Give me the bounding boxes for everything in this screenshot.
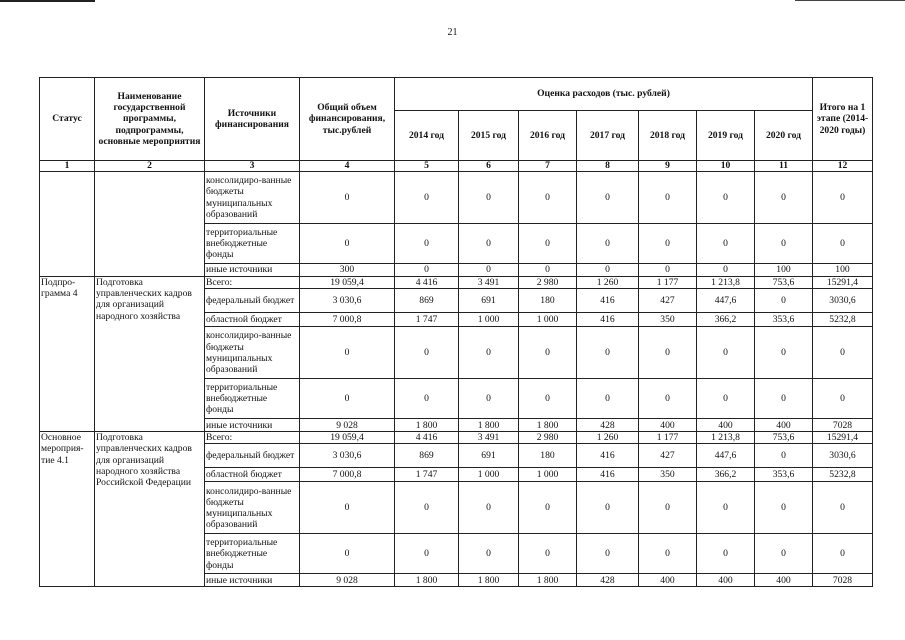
table-row bbox=[40, 432, 873, 444]
year-value-cell: 0 bbox=[697, 482, 755, 534]
year-value-cell: 0 bbox=[395, 379, 459, 419]
year-value-cell: 0 bbox=[755, 379, 813, 419]
column-number: 4 bbox=[300, 161, 395, 172]
funding-source-cell: территориальные внебюджетные фонды bbox=[205, 379, 300, 419]
year-value-cell: 0 bbox=[755, 172, 813, 224]
year-value-cell: 353,6 bbox=[755, 313, 813, 327]
total-cell: 0 bbox=[300, 327, 395, 379]
stage-total-cell: 0 bbox=[813, 379, 873, 419]
status-cell: Подпро-грамма 4 bbox=[40, 277, 95, 432]
scan-edge-line bbox=[795, 0, 905, 1]
financing-table bbox=[39, 77, 873, 587]
total-cell: 0 bbox=[300, 172, 395, 224]
column-number: 10 bbox=[697, 161, 755, 172]
funding-source-cell: территориальные внебюджетные фонды bbox=[205, 534, 300, 574]
funding-source-cell: иные источники bbox=[205, 574, 300, 587]
year-value-cell: 0 bbox=[639, 327, 697, 379]
header-year: 2016 год bbox=[519, 111, 577, 161]
year-value-cell: 400 bbox=[697, 419, 755, 432]
year-value-cell: 0 bbox=[577, 264, 639, 277]
year-value-cell: 0 bbox=[755, 482, 813, 534]
stage-total-cell: 3030,6 bbox=[813, 444, 873, 468]
column-number: 2 bbox=[95, 161, 205, 172]
column-number: 11 bbox=[755, 161, 813, 172]
column-number: 9 bbox=[639, 161, 697, 172]
funding-source-cell: Всего: bbox=[205, 277, 300, 289]
year-value-cell: 0 bbox=[697, 327, 755, 379]
funding-source-cell: областной бюджет bbox=[205, 468, 300, 482]
year-value-cell: 0 bbox=[395, 264, 459, 277]
year-value-cell: 447,6 bbox=[697, 289, 755, 313]
stage-total-cell: 0 bbox=[813, 482, 873, 534]
year-value-cell: 427 bbox=[639, 444, 697, 468]
header-estimate: Оценка расходов (тыс. рублей) bbox=[395, 78, 813, 111]
year-value-cell: 350 bbox=[639, 313, 697, 327]
year-value-cell: 428 bbox=[577, 419, 639, 432]
header-year: 2020 год bbox=[755, 111, 813, 161]
year-value-cell: 0 bbox=[577, 327, 639, 379]
year-value-cell: 2 980 bbox=[519, 432, 577, 444]
funding-source-cell: иные источники bbox=[205, 419, 300, 432]
funding-source-cell: иные источники bbox=[205, 264, 300, 277]
program-name-cell: Подготовка управленческих кадров для организаций народного хозяйства Российской Федерации bbox=[95, 432, 205, 587]
program-name-cell: Подготовка управленческих кадров для организаций народного хозяйства bbox=[95, 277, 205, 432]
stage-total-cell: 15291,4 bbox=[813, 432, 873, 444]
year-value-cell: 0 bbox=[519, 327, 577, 379]
year-value-cell: 1 800 bbox=[395, 574, 459, 587]
year-value-cell: 0 bbox=[519, 224, 577, 264]
year-value-cell: 3 491 bbox=[459, 277, 519, 289]
year-value-cell: 3 491 bbox=[459, 432, 519, 444]
year-value-cell: 353,6 bbox=[755, 468, 813, 482]
table-header bbox=[40, 78, 873, 172]
year-value-cell: 400 bbox=[639, 419, 697, 432]
year-value-cell: 0 bbox=[639, 534, 697, 574]
header-year: 2017 год bbox=[577, 111, 639, 161]
year-value-cell: 2 980 bbox=[519, 277, 577, 289]
year-value-cell: 1 260 bbox=[577, 432, 639, 444]
year-value-cell: 0 bbox=[459, 264, 519, 277]
funding-source-cell: федеральный бюджет bbox=[205, 289, 300, 313]
year-value-cell: 1 260 bbox=[577, 277, 639, 289]
status-cell bbox=[40, 172, 95, 277]
header-year: 2018 год bbox=[639, 111, 697, 161]
year-value-cell: 0 bbox=[519, 482, 577, 534]
stage-total-cell: 5232,8 bbox=[813, 313, 873, 327]
year-value-cell: 180 bbox=[519, 444, 577, 468]
year-value-cell: 447,6 bbox=[697, 444, 755, 468]
year-value-cell: 4 416 bbox=[395, 277, 459, 289]
year-value-cell: 0 bbox=[639, 224, 697, 264]
table-row bbox=[40, 277, 873, 289]
year-value-cell: 0 bbox=[519, 534, 577, 574]
stage-total-cell: 5232,8 bbox=[813, 468, 873, 482]
header-status: Статус bbox=[40, 78, 95, 161]
column-number: 3 bbox=[205, 161, 300, 172]
year-value-cell: 0 bbox=[459, 534, 519, 574]
year-value-cell: 1 747 bbox=[395, 468, 459, 482]
year-value-cell: 0 bbox=[395, 172, 459, 224]
year-value-cell: 366,2 bbox=[697, 313, 755, 327]
year-value-cell: 1 213,8 bbox=[697, 432, 755, 444]
year-value-cell: 0 bbox=[697, 534, 755, 574]
header-total: Общий объем финансирования, тыс.рублей bbox=[300, 78, 395, 161]
total-cell: 0 bbox=[300, 482, 395, 534]
year-value-cell: 1 747 bbox=[395, 313, 459, 327]
year-value-cell: 4 416 bbox=[395, 432, 459, 444]
year-value-cell: 0 bbox=[577, 224, 639, 264]
year-value-cell: 1 000 bbox=[519, 313, 577, 327]
year-value-cell: 428 bbox=[577, 574, 639, 587]
column-number: 6 bbox=[459, 161, 519, 172]
year-value-cell: 0 bbox=[697, 379, 755, 419]
year-value-cell: 0 bbox=[577, 482, 639, 534]
total-cell: 9 028 bbox=[300, 574, 395, 587]
header-sources: Источники финансирования bbox=[205, 78, 300, 161]
header-year: 2015 год bbox=[459, 111, 519, 161]
year-value-cell: 0 bbox=[519, 172, 577, 224]
year-value-cell: 1 800 bbox=[519, 574, 577, 587]
funding-source-cell: областной бюджет bbox=[205, 313, 300, 327]
funding-source-cell: Всего: bbox=[205, 432, 300, 444]
stage-total-cell: 0 bbox=[813, 224, 873, 264]
page-number: 21 bbox=[447, 27, 458, 38]
year-value-cell: 0 bbox=[697, 172, 755, 224]
year-value-cell: 0 bbox=[577, 172, 639, 224]
funding-source-cell: консолидиро-ванные бюджеты муниципальных образований bbox=[205, 327, 300, 379]
year-value-cell: 180 bbox=[519, 289, 577, 313]
column-number: 5 bbox=[395, 161, 459, 172]
funding-source-cell: консолидиро-ванные бюджеты муниципальных образований bbox=[205, 482, 300, 534]
program-name-cell bbox=[95, 172, 205, 277]
year-value-cell: 366,2 bbox=[697, 468, 755, 482]
year-value-cell: 0 bbox=[639, 482, 697, 534]
total-cell: 3 030,6 bbox=[300, 444, 395, 468]
stage-total-cell: 15291,4 bbox=[813, 277, 873, 289]
year-value-cell: 0 bbox=[459, 172, 519, 224]
year-value-cell: 0 bbox=[697, 264, 755, 277]
year-value-cell: 0 bbox=[459, 327, 519, 379]
year-value-cell: 1 800 bbox=[395, 419, 459, 432]
year-value-cell: 1 213,8 bbox=[697, 277, 755, 289]
year-value-cell: 350 bbox=[639, 468, 697, 482]
year-value-cell: 0 bbox=[577, 379, 639, 419]
year-value-cell: 400 bbox=[755, 419, 813, 432]
header-stage: Итого на 1 этапе (2014-2020 годы) bbox=[813, 78, 873, 161]
year-value-cell: 753,6 bbox=[755, 432, 813, 444]
year-value-cell: 1 800 bbox=[459, 574, 519, 587]
header-name: Наименование государственной программы, подпрограммы, основные мероприятия bbox=[95, 78, 205, 161]
year-value-cell: 400 bbox=[697, 574, 755, 587]
year-value-cell: 416 bbox=[577, 313, 639, 327]
total-cell: 19 059,4 bbox=[300, 277, 395, 289]
year-value-cell: 0 bbox=[519, 264, 577, 277]
year-value-cell: 869 bbox=[395, 289, 459, 313]
year-value-cell: 1 000 bbox=[459, 313, 519, 327]
total-cell: 7 000,8 bbox=[300, 313, 395, 327]
table-body bbox=[40, 172, 873, 587]
header-year: 2019 год bbox=[697, 111, 755, 161]
year-value-cell: 1 177 bbox=[639, 432, 697, 444]
column-numbers-row bbox=[40, 161, 873, 172]
year-value-cell: 427 bbox=[639, 289, 697, 313]
year-value-cell: 0 bbox=[395, 224, 459, 264]
total-cell: 19 059,4 bbox=[300, 432, 395, 444]
year-value-cell: 1 177 bbox=[639, 277, 697, 289]
funding-source-cell: консолидиро-ванные бюджеты муниципальных образований bbox=[205, 172, 300, 224]
year-value-cell: 1 000 bbox=[459, 468, 519, 482]
year-value-cell: 0 bbox=[755, 289, 813, 313]
total-cell: 3 030,6 bbox=[300, 289, 395, 313]
year-value-cell: 400 bbox=[639, 574, 697, 587]
column-number: 1 bbox=[40, 161, 95, 172]
year-value-cell: 1 800 bbox=[519, 419, 577, 432]
year-value-cell: 0 bbox=[459, 482, 519, 534]
year-value-cell: 0 bbox=[697, 224, 755, 264]
year-value-cell: 869 bbox=[395, 444, 459, 468]
table-row bbox=[40, 172, 873, 224]
year-value-cell: 1 800 bbox=[459, 419, 519, 432]
column-number: 8 bbox=[577, 161, 639, 172]
total-cell: 7 000,8 bbox=[300, 468, 395, 482]
stage-total-cell: 7028 bbox=[813, 419, 873, 432]
year-value-cell: 400 bbox=[755, 574, 813, 587]
year-value-cell: 0 bbox=[755, 327, 813, 379]
funding-source-cell: территориальные внебюджетные фонды bbox=[205, 224, 300, 264]
year-value-cell: 416 bbox=[577, 444, 639, 468]
year-value-cell: 0 bbox=[577, 534, 639, 574]
column-number: 12 bbox=[813, 161, 873, 172]
year-value-cell: 0 bbox=[519, 379, 577, 419]
total-cell: 300 bbox=[300, 264, 395, 277]
year-value-cell: 0 bbox=[639, 379, 697, 419]
year-value-cell: 0 bbox=[639, 264, 697, 277]
year-value-cell: 0 bbox=[755, 224, 813, 264]
year-value-cell: 0 bbox=[395, 482, 459, 534]
scan-edge-line bbox=[0, 0, 95, 2]
funding-source-cell: федеральный бюджет bbox=[205, 444, 300, 468]
year-value-cell: 0 bbox=[755, 444, 813, 468]
total-cell: 0 bbox=[300, 379, 395, 419]
stage-total-cell: 0 bbox=[813, 172, 873, 224]
year-value-cell: 0 bbox=[459, 224, 519, 264]
status-cell: Основное мероприя-тие 4.1 bbox=[40, 432, 95, 587]
total-cell: 9 028 bbox=[300, 419, 395, 432]
year-value-cell: 416 bbox=[577, 468, 639, 482]
stage-total-cell: 100 bbox=[813, 264, 873, 277]
year-value-cell: 416 bbox=[577, 289, 639, 313]
total-cell: 0 bbox=[300, 534, 395, 574]
header-year: 2014 год bbox=[395, 111, 459, 161]
column-number: 7 bbox=[519, 161, 577, 172]
year-value-cell: 1 000 bbox=[519, 468, 577, 482]
year-value-cell: 0 bbox=[395, 534, 459, 574]
year-value-cell: 0 bbox=[755, 534, 813, 574]
year-value-cell: 753,6 bbox=[755, 277, 813, 289]
year-value-cell: 0 bbox=[395, 327, 459, 379]
stage-total-cell: 3030,6 bbox=[813, 289, 873, 313]
stage-total-cell: 7028 bbox=[813, 574, 873, 587]
total-cell: 0 bbox=[300, 224, 395, 264]
year-value-cell: 0 bbox=[459, 379, 519, 419]
year-value-cell: 691 bbox=[459, 289, 519, 313]
stage-total-cell: 0 bbox=[813, 327, 873, 379]
stage-total-cell: 0 bbox=[813, 534, 873, 574]
year-value-cell: 0 bbox=[639, 172, 697, 224]
year-value-cell: 100 bbox=[755, 264, 813, 277]
year-value-cell: 691 bbox=[459, 444, 519, 468]
